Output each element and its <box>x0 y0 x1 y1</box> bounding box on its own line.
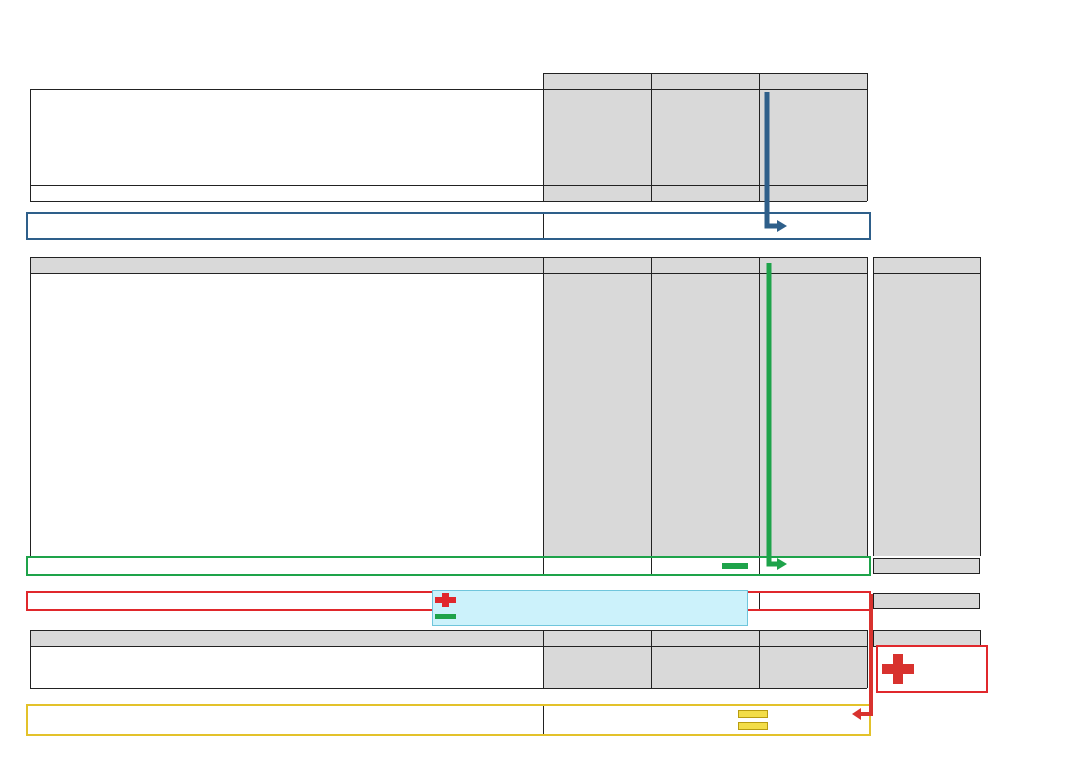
blue-arrow-icon <box>767 92 778 226</box>
green-arrow-icon <box>769 263 778 564</box>
red-arrow-icon <box>860 594 871 714</box>
